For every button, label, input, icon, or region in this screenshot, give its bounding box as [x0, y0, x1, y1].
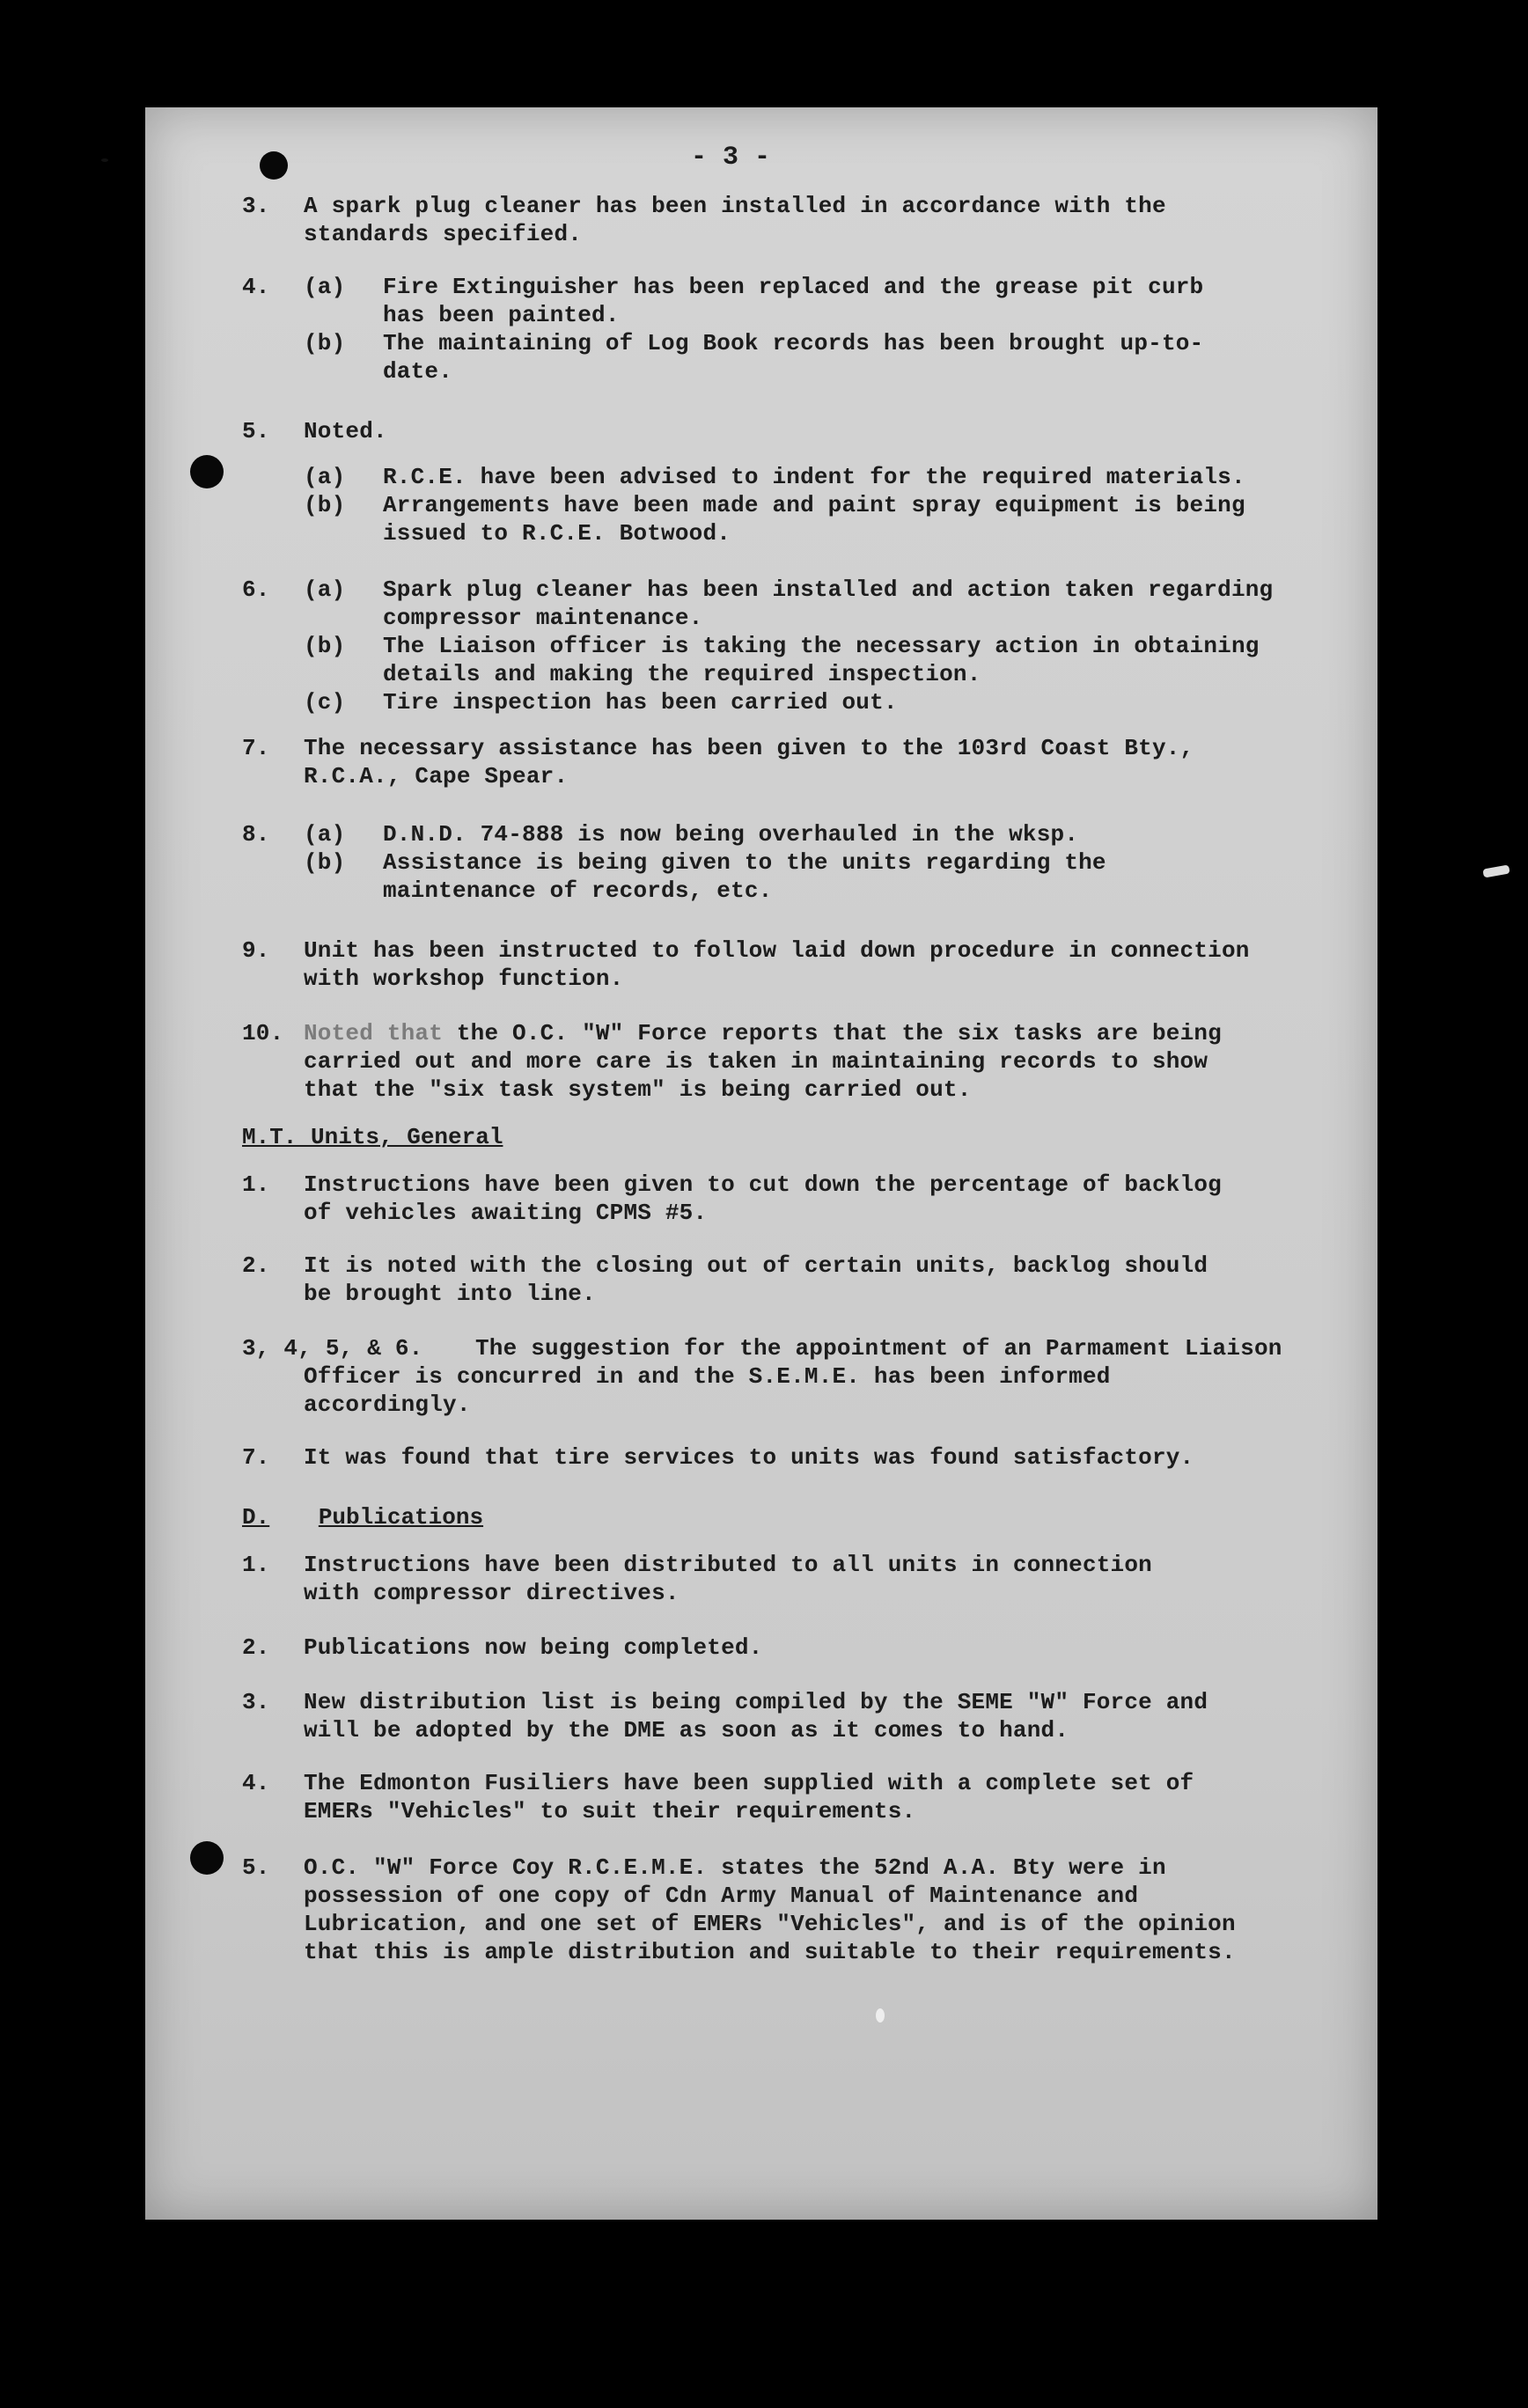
pub-item-4 — [242, 1769, 1377, 1825]
item-line: Publications now being completed. — [304, 1634, 763, 1661]
item-line: be brought into line. — [304, 1281, 596, 1307]
sub-line: has been painted. — [383, 302, 620, 328]
sub-letter: (b) — [304, 492, 346, 518]
item-line: will be adopted by the DME as soon as it comes to hand. — [304, 1717, 1069, 1744]
item-line: Lubrication, and one set of EMERs "Vehicles", and is of the opinion — [304, 1911, 1236, 1937]
item-4 — [242, 273, 1377, 385]
mt-item-2 — [242, 1252, 1377, 1308]
sub-line: Assistance is being given to the units regarding the — [383, 849, 1106, 876]
sub-letter: (a) — [304, 464, 346, 490]
item-number: 6. — [242, 576, 270, 603]
sub-line: D.N.D. 74-888 is now being overhauled in the wksp. — [383, 821, 1079, 848]
item-number: 2. — [242, 1634, 270, 1661]
item-line: Instructions have been given to cut down the percentage of backlog — [304, 1171, 1222, 1198]
sub-item-b — [242, 329, 1377, 385]
sub-letter: (a) — [304, 821, 346, 848]
item-line: of vehicles awaiting CPMS #5. — [304, 1200, 708, 1226]
item-line: with workshop function. — [304, 965, 624, 992]
sub-letter: (b) — [304, 330, 346, 356]
sub-letter: (c) — [304, 689, 346, 716]
item-number: 7. — [242, 1444, 270, 1471]
item-line: A spark plug cleaner has been installed in accordance with the — [304, 193, 1166, 219]
item-number: 10. — [242, 1020, 284, 1046]
item-number: 4. — [242, 274, 270, 300]
item-number: 9. — [242, 937, 270, 964]
section-letter: D. — [242, 1504, 270, 1531]
item-number: 3. — [242, 193, 270, 219]
item-line: with compressor directives. — [304, 1580, 680, 1606]
item-line: Instructions have been distributed to all units in connection — [304, 1552, 1152, 1578]
item-number: 1. — [242, 1552, 270, 1578]
sub-line: R.C.E. have been advised to indent for the required materials. — [383, 464, 1245, 490]
item-line: standards specified. — [304, 221, 583, 247]
item-number: 3. — [242, 1689, 270, 1715]
item-number: 5. — [242, 418, 270, 444]
scan-speck — [1482, 864, 1510, 877]
sub-item-a — [242, 820, 1377, 848]
sub-line: date. — [383, 358, 453, 385]
document-page — [145, 107, 1377, 2220]
item-line: that the "six task system" is being carried out. — [304, 1076, 972, 1103]
mt-item-7 — [242, 1443, 1377, 1472]
item-line: that this is ample distribution and suitable to their requirements. — [304, 1939, 1236, 1965]
sub-letter: (a) — [304, 576, 346, 603]
item-7 — [242, 734, 1377, 790]
item-line: carried out and more care is taken in maintaining records to show — [304, 1048, 1208, 1075]
smudged-prefix: Noted that — [304, 1020, 444, 1046]
mt-item-1 — [242, 1171, 1377, 1227]
sub-line: maintenance of records, etc. — [383, 877, 773, 904]
sub-line: details and making the required inspection. — [383, 661, 981, 687]
mt-item-3-6 — [242, 1334, 1377, 1419]
punch-hole-upper — [190, 455, 224, 488]
item-number: 3, 4, 5, & 6. — [242, 1335, 423, 1362]
section-heading-mt: M.T. Units, General — [242, 1124, 503, 1150]
item-5 — [242, 417, 1377, 547]
sub-line: Spark plug cleaner has been installed and action taken regarding — [383, 576, 1274, 603]
item-3 — [242, 192, 1377, 248]
sub-line: The Liaison officer is taking the necessary action in obtaining — [383, 633, 1260, 659]
punch-hole-top — [260, 151, 288, 180]
item-line: Unit has been instructed to follow laid down procedure in connection — [304, 937, 1250, 964]
sub-item-b — [242, 632, 1377, 688]
item-number: 2. — [242, 1252, 270, 1279]
sub-line: Arrangements have been made and paint spray equipment is being — [383, 492, 1245, 518]
item-line: possession of one copy of Cdn Army Manual of Maintenance and — [304, 1883, 1139, 1909]
item-line: EMERs "Vehicles" to suit their requirements. — [304, 1798, 916, 1824]
item-line: The Edmonton Fusiliers have been supplied with a complete set of — [304, 1770, 1194, 1796]
sub-letter: (b) — [304, 849, 346, 876]
item-line: the O.C. "W" Force reports that the six tasks are being — [456, 1020, 1222, 1046]
sub-item-a — [242, 273, 1377, 329]
page-number: - 3 - — [691, 143, 771, 173]
sub-line: Tire inspection has been carried out. — [383, 689, 898, 716]
item-6 — [242, 576, 1377, 716]
item-line: It was found that tire services to units was found satisfactory. — [304, 1444, 1194, 1471]
item-9 — [242, 936, 1377, 993]
paper-speck — [876, 2008, 885, 2023]
pub-item-3 — [242, 1688, 1377, 1744]
item-line: New distribution list is being compiled by the SEME "W" Force and — [304, 1689, 1208, 1715]
section-heading-publications — [242, 1503, 483, 1531]
sub-line: issued to R.C.E. Botwood. — [383, 520, 731, 547]
section-title: Publications — [318, 1504, 484, 1531]
item-line: It is noted with the closing out of certain units, backlog should — [304, 1252, 1208, 1279]
sub-letter: (b) — [304, 633, 346, 659]
item-number: 1. — [242, 1171, 270, 1198]
pub-item-2 — [242, 1633, 1377, 1662]
pub-item-1 — [242, 1551, 1377, 1607]
item-number: 5. — [242, 1854, 270, 1881]
item-line: O.C. "W" Force Coy R.C.E.M.E. states the 52nd A.A. Bty were in — [304, 1854, 1166, 1881]
sub-item-a — [242, 463, 1377, 491]
sub-line: The maintaining of Log Book records has been brought up-to- — [383, 330, 1204, 356]
item-10 — [242, 1019, 1377, 1104]
item-line: R.C.A., Cape Spear. — [304, 763, 569, 789]
item-number: 7. — [242, 735, 270, 761]
sub-line: Fire Extinguisher has been replaced and the grease pit curb — [383, 274, 1204, 300]
item-8 — [242, 820, 1377, 905]
item-line: The suggestion for the appointment of an Parmament Liaison — [475, 1335, 1282, 1362]
ink-spot — [101, 158, 108, 162]
sub-item-b — [242, 491, 1377, 547]
item-line: Noted. — [304, 418, 387, 444]
sub-line: compressor maintenance. — [383, 605, 703, 631]
sub-item-b — [242, 848, 1377, 905]
sub-item-a — [242, 576, 1377, 632]
item-line: The necessary assistance has been given to the 103rd Coast Bty., — [304, 735, 1194, 761]
item-number: 4. — [242, 1770, 270, 1796]
sub-item-c — [242, 688, 1377, 716]
item-line: accordingly. — [304, 1391, 471, 1418]
item-number: 8. — [242, 821, 270, 848]
pub-item-5 — [242, 1854, 1377, 1966]
sub-letter: (a) — [304, 274, 346, 300]
item-line: Officer is concurred in and the S.E.M.E. has been informed — [304, 1363, 1111, 1390]
punch-hole-lower — [190, 1841, 224, 1875]
